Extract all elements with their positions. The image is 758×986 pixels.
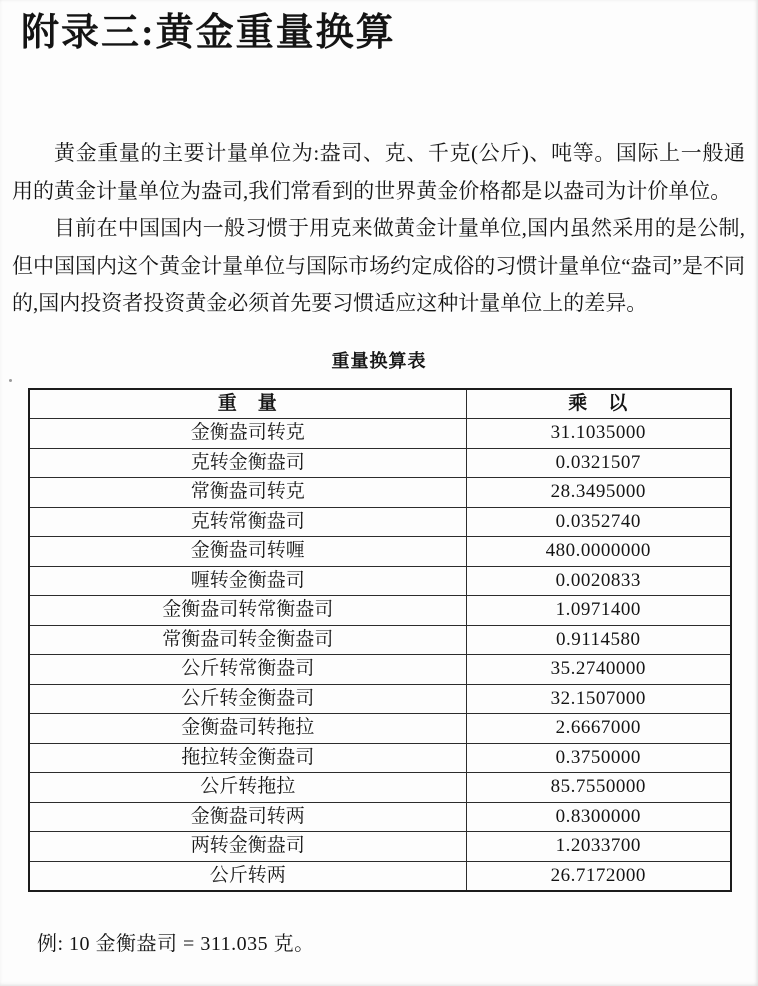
table-row (29, 596, 731, 626)
multiplier-cell: 0.0321507 (466, 448, 731, 478)
multiplier-cell: 32.1507000 (466, 684, 731, 714)
conversion-cell: 常衡盎司转克 (29, 478, 466, 508)
conversion-cell: 金衡盎司转两 (29, 802, 466, 832)
table-row (29, 832, 731, 862)
multiplier-cell: 1.2033700 (466, 832, 731, 862)
multiplier-cell: 35.2740000 (466, 655, 731, 685)
header-multiply-by: 乘 以 (466, 389, 731, 419)
multiplier-cell: 0.8300000 (466, 802, 731, 832)
conversion-cell: 金衡盎司转喱 (29, 537, 466, 567)
conversion-cell: 公斤转常衡盎司 (29, 655, 466, 685)
multiplier-cell: 0.9114580 (466, 625, 731, 655)
example-note: 例: 10 金衡盎司 = 311.035 克。 (37, 933, 315, 955)
table-header-row (29, 389, 731, 419)
table-row (29, 537, 731, 567)
conversion-cell: 金衡盎司转拖拉 (29, 714, 466, 744)
multiplier-cell: 1.0971400 (466, 596, 731, 626)
scan-artifact-dot (9, 379, 12, 382)
multiplier-cell: 85.7550000 (466, 773, 731, 803)
conversion-cell: 公斤转金衡盎司 (29, 684, 466, 714)
conversion-cell: 公斤转拖拉 (29, 773, 466, 803)
multiplier-cell: 28.3495000 (466, 478, 731, 508)
table-row (29, 625, 731, 655)
conversion-cell: 金衡盎司转克 (29, 419, 466, 449)
page-title: 附录三:黄金重量换算 (21, 12, 396, 54)
conversion-cell: 拖拉转金衡盎司 (29, 743, 466, 773)
multiplier-cell: 0.3750000 (466, 743, 731, 773)
multiplier-cell: 0.0020833 (466, 566, 731, 596)
conversion-cell: 金衡盎司转常衡盎司 (29, 596, 466, 626)
table-row (29, 566, 731, 596)
table-row (29, 714, 731, 744)
table-row (29, 448, 731, 478)
table-row (29, 773, 731, 803)
table-row (29, 743, 731, 773)
multiplier-cell: 31.1035000 (466, 419, 731, 449)
header-weight: 重 量 (29, 389, 466, 419)
table-row (29, 507, 731, 537)
multiplier-cell: 2.6667000 (466, 714, 731, 744)
conversion-cell: 公斤转两 (29, 861, 466, 891)
table-row (29, 419, 731, 449)
table-caption: 重量换算表 (331, 350, 427, 371)
conversion-cell: 喱转金衡盎司 (29, 566, 466, 596)
multiplier-cell: 480.0000000 (466, 537, 731, 567)
conversion-cell: 常衡盎司转金衡盎司 (29, 625, 466, 655)
conversion-cell: 克转金衡盎司 (29, 448, 466, 478)
conversion-cell: 两转金衡盎司 (29, 832, 466, 862)
table-row (29, 478, 731, 508)
multiplier-cell: 26.7172000 (466, 861, 731, 891)
multiplier-cell: 0.0352740 (466, 507, 731, 537)
body-paragraph-1: 黄金重量的主要计量单位为:盎司、克、千克(公斤)、吨等。国际上一般通用的黄金计量单位为盎司,我们常看到的世界黄金价格都是以盎司为计价单位。 (12, 141, 745, 203)
conversion-cell: 克转常衡盎司 (29, 507, 466, 537)
table-row (29, 655, 731, 685)
weight-conversion-table (28, 388, 732, 893)
table-row (29, 802, 731, 832)
body-paragraph-2: 目前在中国国内一般习惯于用克来做黄金计量单位,国内虽然采用的是公制,但中国国内这个黄金计量单位与国际市场约定成俗的习惯计量单位“盎司”是不同的,国内投资者投资黄金必须首先要习惯适应这种计量单位上的差异。 (12, 216, 745, 315)
table-row (29, 861, 731, 891)
table-row (29, 684, 731, 714)
